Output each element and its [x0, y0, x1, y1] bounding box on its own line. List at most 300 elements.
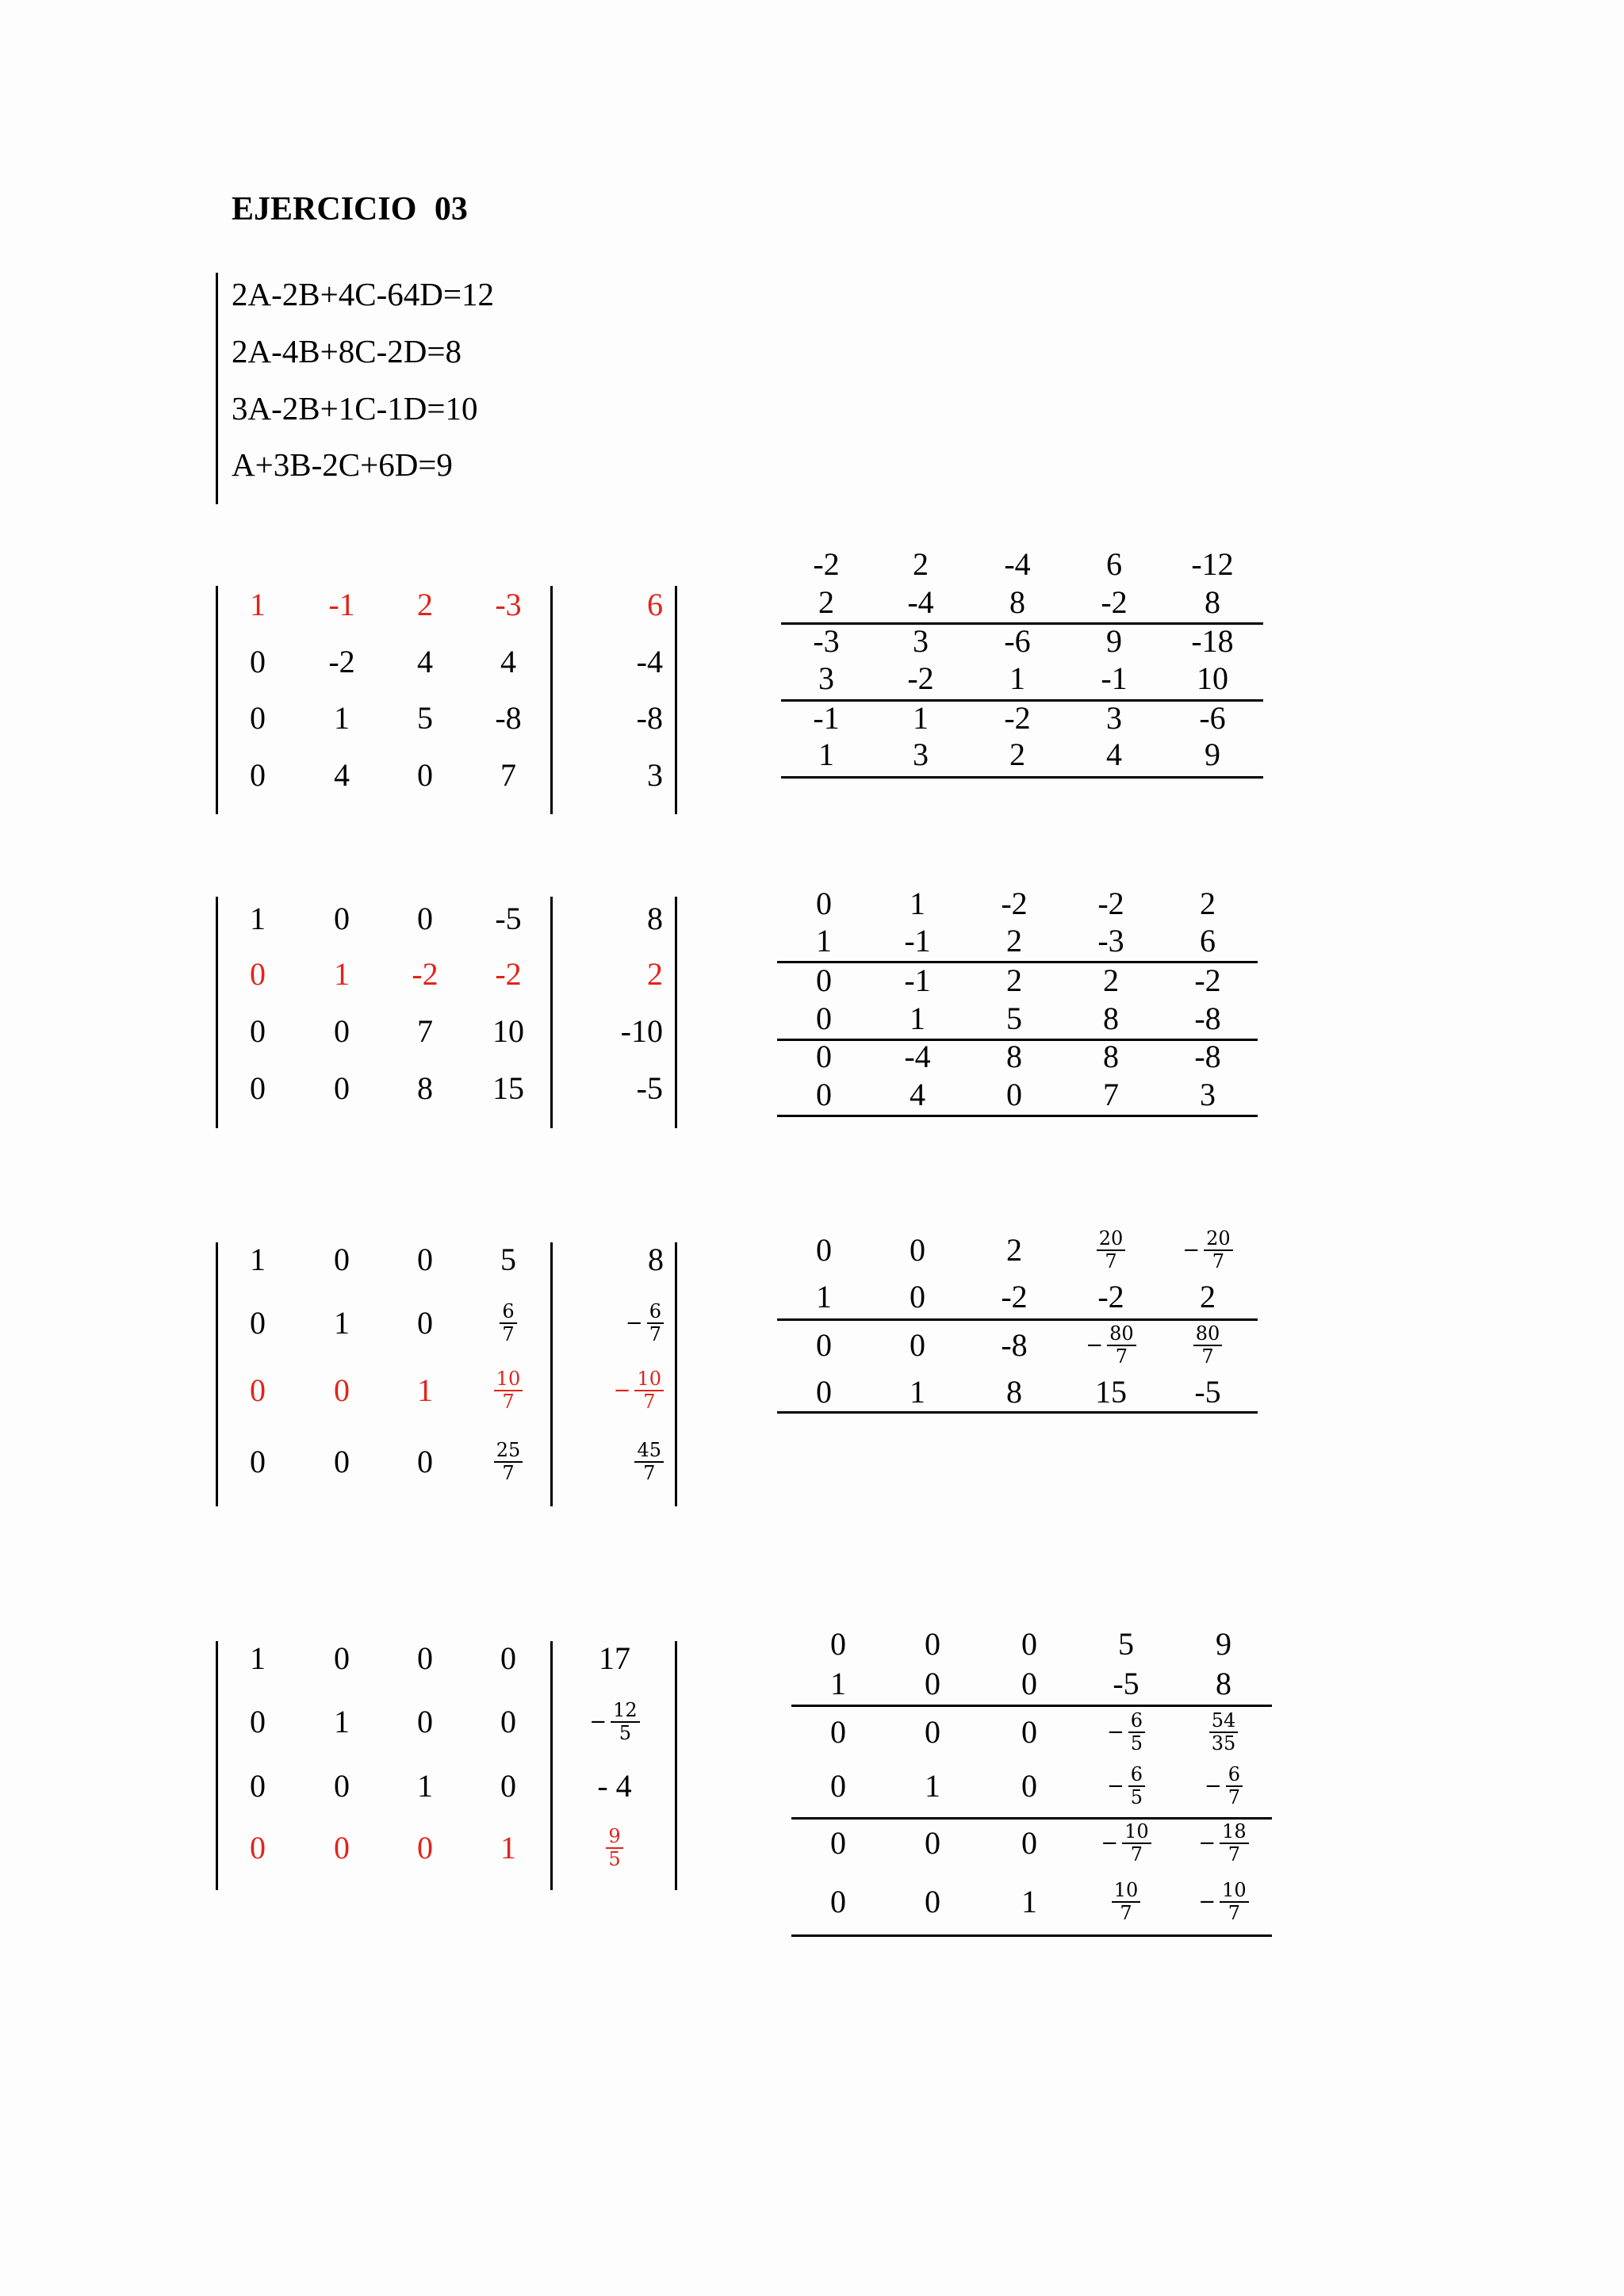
- work-cell: [1082, 1866, 1170, 1938]
- number: 0: [1021, 1825, 1037, 1861]
- fraction-numerator: 10: [637, 1368, 661, 1390]
- number: 0: [830, 1825, 846, 1861]
- fraction: [1209, 1710, 1239, 1755]
- number: 7: [500, 757, 516, 793]
- number: 2: [1103, 962, 1119, 998]
- fraction-numerator: 25: [496, 1439, 521, 1461]
- matrix-cell: [214, 1288, 301, 1359]
- fraction-numerator: 10: [1124, 1820, 1149, 1843]
- number: -5: [1113, 1666, 1139, 1701]
- number: 1: [250, 901, 266, 936]
- number: -6: [1199, 700, 1226, 736]
- number: 2: [1006, 923, 1022, 959]
- fraction-numerator: 6: [1130, 1763, 1143, 1785]
- matrix-cell: [465, 1224, 552, 1295]
- number: 0: [910, 1279, 925, 1314]
- fraction-numerator: 20: [1206, 1227, 1231, 1249]
- number: 4: [910, 1077, 925, 1112]
- matrix-right-bar: [675, 897, 677, 1128]
- number: -1: [813, 700, 840, 736]
- fraction-denominator: 7: [1201, 1345, 1214, 1368]
- number: -2: [1001, 1279, 1028, 1314]
- matrix-rhs-cell: [571, 1686, 658, 1758]
- number: -6: [1004, 623, 1031, 659]
- fraction: [1112, 1880, 1141, 1924]
- matrix-cell: [465, 740, 552, 811]
- matrix-rhs-cell: [576, 1053, 663, 1124]
- number: 0: [334, 1013, 350, 1049]
- matrix-cell: [465, 1355, 552, 1426]
- number: 0: [334, 1242, 350, 1277]
- fraction-sign: −: [1198, 1831, 1216, 1855]
- fraction-sign: −: [1198, 1890, 1216, 1914]
- matrix-cell: [381, 1623, 469, 1694]
- number: 0: [334, 1444, 350, 1479]
- number: 10: [492, 1013, 524, 1049]
- fraction-denominator: 7: [1120, 1902, 1132, 1924]
- number: 0: [1021, 1666, 1037, 1701]
- fraction-denominator: 5: [1130, 1732, 1143, 1755]
- fraction-numerator: 18: [1222, 1820, 1247, 1843]
- number: 0: [250, 1830, 266, 1866]
- work-cell: [874, 1059, 961, 1131]
- fraction-body: [1128, 1710, 1145, 1755]
- number: 0: [816, 1374, 832, 1410]
- work-cell: [1169, 719, 1256, 790]
- number: -1: [904, 962, 931, 998]
- matrix-cell: [465, 1053, 552, 1124]
- number: 1: [910, 1001, 925, 1036]
- matrix-cell: [381, 1053, 469, 1124]
- matrix-cell: [465, 1426, 552, 1498]
- number: 8: [1216, 1666, 1231, 1701]
- fraction-denominator: 5: [608, 1848, 621, 1870]
- number: 1: [910, 886, 925, 921]
- fraction-denominator: 7: [502, 1323, 515, 1345]
- fraction: [494, 1440, 523, 1484]
- number: 0: [816, 1232, 832, 1268]
- matrix-cell: [214, 1053, 301, 1124]
- number: 0: [250, 956, 266, 992]
- fraction-body: [606, 1826, 622, 1870]
- fraction-body: [500, 1301, 516, 1345]
- number: 3: [818, 660, 834, 696]
- number: 17: [599, 1640, 630, 1676]
- work-cell: [1164, 1357, 1251, 1428]
- number: 15: [1095, 1374, 1127, 1410]
- fraction-denominator: 7: [643, 1462, 656, 1484]
- fraction-denominator: 7: [1228, 1786, 1241, 1808]
- number: 0: [250, 757, 266, 793]
- equation: 2A-2B+4C-64D=12: [232, 276, 494, 312]
- number: 4: [334, 757, 350, 793]
- number: 4: [500, 644, 516, 679]
- fraction: [494, 1368, 523, 1413]
- number: 0: [417, 1305, 433, 1341]
- number: 0: [910, 1327, 925, 1363]
- matrix-cell: [214, 1224, 301, 1295]
- work-cell: [874, 1357, 961, 1428]
- number: 0: [417, 1830, 433, 1866]
- matrix-cell: [381, 1224, 469, 1295]
- work-cell: [1071, 719, 1158, 790]
- matrix-cell: [298, 1751, 385, 1822]
- fraction-numerator: 12: [613, 1699, 638, 1721]
- fraction-sign: −: [1182, 1238, 1201, 1262]
- number: -12: [1191, 546, 1234, 582]
- fraction-numerator: 10: [1222, 1879, 1247, 1901]
- matrix-cell: [381, 740, 469, 811]
- number: 10: [1197, 660, 1228, 696]
- number: 8: [1103, 1039, 1119, 1074]
- number: 8: [1103, 1001, 1119, 1036]
- number: 0: [417, 1242, 433, 1277]
- number: 1: [417, 1768, 433, 1804]
- number: 0: [816, 1327, 832, 1363]
- number: 1: [818, 737, 834, 772]
- number: 9: [1216, 1626, 1231, 1662]
- fraction-numerator: 6: [502, 1300, 515, 1322]
- matrix-cell: [214, 1751, 301, 1822]
- work-cell: [877, 719, 964, 790]
- number: -3: [1097, 923, 1124, 959]
- number: 5: [1006, 1001, 1022, 1036]
- number: 8: [648, 1242, 664, 1277]
- number: 1: [816, 1279, 832, 1314]
- number: -2: [1001, 886, 1028, 921]
- number: -2: [1097, 886, 1124, 921]
- number: 0: [500, 1768, 516, 1804]
- number: 1: [500, 1830, 516, 1866]
- fraction-body: [1220, 1821, 1249, 1866]
- fraction-numerator: 45: [637, 1439, 661, 1461]
- number: 15: [492, 1070, 524, 1106]
- work-cell: [1067, 1357, 1155, 1428]
- number: 0: [417, 901, 433, 936]
- number: 1: [250, 587, 266, 622]
- fraction: [634, 1440, 664, 1484]
- matrix-cell: [381, 1355, 469, 1426]
- matrix-rhs-cell: [576, 1224, 664, 1295]
- fraction-body: [647, 1301, 664, 1345]
- fraction: [500, 1301, 516, 1345]
- number: 2: [818, 584, 834, 620]
- matrix-rhs-cell: [576, 1288, 664, 1359]
- fraction-numerator: 54: [1211, 1709, 1236, 1732]
- fraction-denominator: 7: [649, 1323, 661, 1345]
- matrix-cell: [298, 1812, 385, 1884]
- work-cell: [1180, 1866, 1267, 1938]
- number: 0: [1021, 1626, 1037, 1662]
- matrix-cell: [298, 740, 385, 811]
- number: 0: [250, 1768, 266, 1804]
- number: 9: [1205, 737, 1220, 772]
- work-cell: [780, 1357, 868, 1428]
- number: 6: [1200, 923, 1216, 959]
- work-cell: [889, 1866, 976, 1938]
- number: 3: [647, 757, 663, 793]
- number: 3: [913, 737, 929, 772]
- number: 7: [417, 1013, 433, 1049]
- fraction: [1198, 1821, 1248, 1866]
- fraction: [1198, 1880, 1248, 1924]
- fraction-denominator: 7: [1228, 1902, 1241, 1924]
- number: 0: [925, 1825, 940, 1861]
- number: -8: [1194, 1001, 1221, 1036]
- matrix-rhs-cell: [571, 1623, 658, 1694]
- number: 2: [1006, 962, 1022, 998]
- number: 4: [1106, 737, 1122, 772]
- fraction-numerator: 10: [1113, 1879, 1139, 1901]
- number: 1: [250, 1640, 266, 1676]
- number: -1: [328, 587, 355, 622]
- number: 2: [1006, 1232, 1022, 1268]
- number: 0: [925, 1884, 940, 1919]
- matrix-cell: [381, 1686, 469, 1758]
- fraction-denominator: 5: [1130, 1786, 1143, 1808]
- number: 0: [830, 1626, 846, 1662]
- number: 0: [925, 1714, 940, 1750]
- fraction-numerator: 80: [1109, 1322, 1134, 1345]
- number: -2: [907, 660, 934, 696]
- number: -3: [495, 587, 522, 622]
- equation: 2A-4B+8C-2D=8: [232, 333, 462, 369]
- number: -2: [412, 956, 439, 992]
- number: 8: [1006, 1374, 1022, 1410]
- matrix-cell: [465, 1623, 552, 1694]
- number: -18: [1191, 623, 1234, 659]
- fraction-denominator: 7: [1115, 1345, 1128, 1368]
- number: 3: [1106, 700, 1122, 736]
- number: 0: [334, 1830, 350, 1866]
- fraction-sign: −: [613, 1379, 631, 1402]
- number: 0: [334, 1372, 350, 1408]
- number: -8: [495, 700, 522, 736]
- number: 1: [334, 700, 350, 736]
- number: 0: [830, 1714, 846, 1750]
- fraction-sign: −: [1086, 1334, 1104, 1357]
- work-rule: [791, 1934, 1272, 1937]
- work-cell: [971, 1059, 1058, 1131]
- number: -4: [636, 644, 663, 679]
- number: 7: [1103, 1077, 1119, 1112]
- number: -2: [813, 546, 840, 582]
- matrix-cell: [381, 1812, 469, 1884]
- number: 0: [250, 1070, 266, 1106]
- number: -2: [495, 956, 522, 992]
- number: 0: [250, 1372, 266, 1408]
- matrix-right-bar: [675, 1641, 677, 1890]
- matrix-cell: [214, 740, 301, 811]
- number: 0: [1006, 1077, 1022, 1112]
- fraction-numerator: 10: [496, 1368, 521, 1390]
- matrix-rhs-cell: [576, 1426, 664, 1498]
- number: 0: [250, 700, 266, 736]
- number: 0: [816, 1001, 832, 1036]
- number: 0: [816, 1039, 832, 1074]
- number: 0: [417, 1704, 433, 1739]
- matrix-cell: [381, 1288, 469, 1359]
- number: 0: [334, 1640, 350, 1676]
- number: 8: [1006, 1039, 1022, 1074]
- number: -1: [904, 923, 931, 959]
- matrix-rhs-cell: [571, 1751, 658, 1822]
- fraction-denominator: 35: [1211, 1732, 1236, 1755]
- fraction-denominator: 7: [1228, 1843, 1241, 1866]
- number: 0: [500, 1640, 516, 1676]
- fraction-denominator: 7: [502, 1391, 515, 1413]
- exercise-title: EJERCICIO 03: [232, 191, 468, 228]
- number: 2: [913, 546, 929, 582]
- number: 5: [417, 700, 433, 736]
- number: 8: [417, 1070, 433, 1106]
- matrix-cell: [465, 1812, 552, 1884]
- fraction-body: [1209, 1710, 1239, 1755]
- number: 0: [250, 1305, 266, 1341]
- matrix-cell: [298, 1623, 385, 1694]
- matrix-cell: [465, 1751, 552, 1822]
- work-cell: [783, 719, 870, 790]
- fraction-denominator: 7: [643, 1391, 656, 1413]
- number: 0: [417, 1444, 433, 1479]
- fraction-denominator: 5: [619, 1722, 632, 1744]
- number: 0: [816, 962, 832, 998]
- fraction-body: [1220, 1880, 1249, 1924]
- number: 2: [1200, 1279, 1216, 1314]
- fraction-body: [1112, 1880, 1141, 1924]
- matrix-cell: [465, 1288, 552, 1359]
- work-rule: [781, 776, 1263, 779]
- number: 4: [417, 644, 433, 679]
- matrix-cell: [214, 1426, 301, 1498]
- fraction-sign: −: [1106, 1720, 1124, 1744]
- fraction-numerator: 6: [1130, 1709, 1143, 1732]
- number: 0: [1021, 1714, 1037, 1750]
- fraction-body: [1226, 1764, 1243, 1808]
- fraction-sign: −: [1106, 1774, 1124, 1798]
- number: 0: [334, 1768, 350, 1804]
- number: 0: [830, 1768, 846, 1804]
- number: 0: [250, 644, 266, 679]
- number: -4: [907, 584, 934, 620]
- number: 1: [816, 923, 832, 959]
- number: 1: [925, 1768, 940, 1804]
- fraction: [1205, 1764, 1243, 1808]
- number: -2: [1004, 700, 1031, 736]
- number: 8: [1009, 584, 1025, 620]
- number: 1: [417, 1372, 433, 1408]
- number: 2: [1200, 886, 1216, 921]
- number: 0: [1021, 1768, 1037, 1804]
- number: -2: [1101, 584, 1128, 620]
- fraction-body: [634, 1440, 664, 1484]
- number: 2: [1009, 737, 1025, 772]
- work-cell: [795, 1866, 882, 1938]
- matrix-cell: [214, 1686, 301, 1758]
- number: -8: [1001, 1327, 1028, 1363]
- matrix-rhs-cell: [576, 1355, 664, 1426]
- fraction-body: [1128, 1764, 1145, 1808]
- number: 0: [417, 757, 433, 793]
- matrix-cell: [381, 1426, 469, 1498]
- fraction-numerator: 20: [1098, 1227, 1124, 1249]
- matrix-cell: [298, 1686, 385, 1758]
- number: -2: [1097, 1279, 1124, 1314]
- matrix-cell: [381, 1751, 469, 1822]
- number: 0: [925, 1626, 940, 1662]
- work-cell: [971, 1357, 1058, 1428]
- number: 1: [334, 956, 350, 992]
- number: 1: [1021, 1884, 1037, 1919]
- work-rule: [777, 1411, 1258, 1414]
- number: 1: [1009, 660, 1025, 696]
- matrix-rhs-cell: [571, 1812, 658, 1884]
- number: 8: [1205, 584, 1220, 620]
- number: - 4: [597, 1768, 632, 1804]
- number: 0: [334, 1070, 350, 1106]
- number: 5: [500, 1242, 516, 1277]
- number: 3: [1200, 1077, 1216, 1112]
- number: 0: [910, 1232, 925, 1268]
- fraction: [626, 1301, 664, 1345]
- number: 1: [334, 1305, 350, 1341]
- matrix-cell: [298, 1426, 385, 1498]
- number: 0: [250, 1013, 266, 1049]
- number: -2: [328, 644, 355, 679]
- fraction-denominator: 7: [1212, 1250, 1225, 1272]
- work-cell: [974, 719, 1061, 790]
- work-cell: [1067, 1059, 1155, 1131]
- work-rule: [777, 1115, 1258, 1117]
- matrix-right-bar: [675, 1242, 677, 1506]
- number: 8: [647, 901, 663, 936]
- number: -4: [1004, 546, 1031, 582]
- equation: 3A-2B+1C-1D=10: [232, 390, 478, 427]
- number: -5: [1194, 1374, 1221, 1410]
- number: 5: [1118, 1626, 1134, 1662]
- fraction-sign: −: [1204, 1774, 1222, 1798]
- fraction: [614, 1368, 664, 1413]
- fraction-body: [494, 1368, 523, 1413]
- work-cell: [986, 1866, 1073, 1938]
- fraction-sign: −: [1101, 1831, 1119, 1855]
- fraction-denominator: 7: [1130, 1843, 1143, 1866]
- number: -3: [813, 623, 840, 659]
- number: 3: [913, 623, 929, 659]
- fraction-denominator: 7: [502, 1462, 515, 1484]
- fraction-denominator: 7: [1105, 1250, 1117, 1272]
- number: 1: [830, 1666, 846, 1701]
- matrix-cell: [298, 1224, 385, 1295]
- number: -8: [636, 700, 663, 736]
- fraction-sign: −: [625, 1311, 643, 1335]
- number: 1: [910, 1374, 925, 1410]
- number: 0: [500, 1704, 516, 1739]
- fraction-body: [634, 1368, 664, 1413]
- matrix-cell: [214, 1623, 301, 1694]
- matrix-cell: [298, 1355, 385, 1426]
- number: 1: [334, 1704, 350, 1739]
- fraction-body: [1122, 1821, 1151, 1866]
- number: -10: [620, 1013, 663, 1049]
- matrix-cell: [214, 1355, 301, 1426]
- fraction: [1107, 1764, 1145, 1808]
- fraction: [1107, 1710, 1145, 1755]
- fraction: [1101, 1821, 1151, 1866]
- fraction-numerator: 9: [608, 1825, 621, 1847]
- number: -5: [636, 1070, 663, 1106]
- number: 0: [334, 901, 350, 936]
